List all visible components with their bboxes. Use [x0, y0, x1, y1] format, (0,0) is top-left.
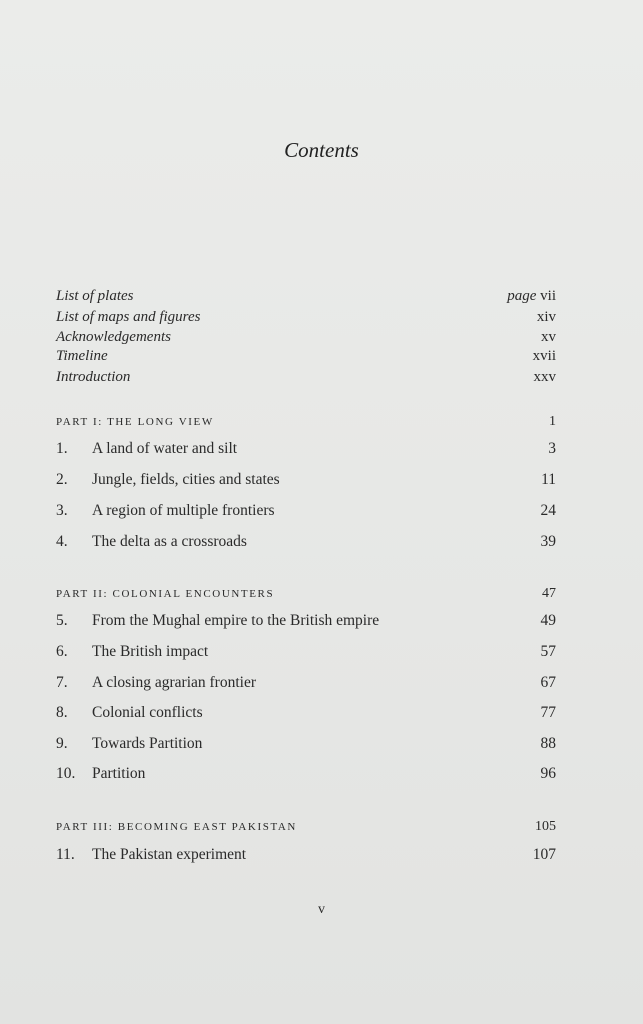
chapter-title: Towards Partition — [92, 735, 203, 752]
chapter-page: 77 — [540, 704, 556, 721]
entry-page: xv — [541, 329, 556, 345]
chapter-title: Jungle, fields, cities and states — [92, 471, 280, 488]
front-matter-entry — [56, 288, 556, 308]
chapter-page: 57 — [540, 643, 556, 660]
part-label: PART III: BECOMING EAST PAKISTAN — [56, 821, 297, 833]
chapter-page: 3 — [548, 440, 556, 457]
entry-label: Introduction — [56, 369, 131, 385]
chapter-entry — [56, 765, 556, 787]
entry-label: Timeline — [56, 348, 108, 364]
part-page: 105 — [535, 819, 556, 834]
chapter-entry — [56, 612, 556, 634]
part-heading — [56, 586, 556, 604]
chapter-entry — [56, 674, 556, 696]
chapter-entry — [56, 735, 556, 757]
chapter-entry — [56, 643, 556, 665]
chapter-title: The British impact — [92, 643, 209, 660]
chapter-entry — [56, 704, 556, 726]
front-matter-entry — [56, 329, 556, 349]
part-page: 1 — [549, 414, 556, 429]
chapter-entry — [56, 846, 556, 868]
entry-label: List of plates — [56, 288, 134, 304]
chapter-number: 7. — [56, 674, 68, 691]
part-page: 47 — [542, 586, 556, 601]
page-word: page — [507, 288, 537, 304]
entry-label: List of maps and figures — [56, 309, 201, 325]
chapter-number: 5. — [56, 612, 68, 629]
part-heading — [56, 819, 556, 837]
entry-page: xvii — [532, 348, 556, 364]
chapter-number: 4. — [56, 533, 68, 550]
chapter-title: A land of water and silt — [92, 440, 238, 457]
chapter-page: 67 — [540, 674, 556, 691]
chapter-title: Partition — [92, 765, 146, 782]
entry-page-wrap — [507, 288, 556, 305]
chapter-number: 1. — [56, 440, 68, 457]
front-matter-entry — [56, 309, 556, 329]
chapter-number: 8. — [56, 704, 68, 721]
page-folio: v — [318, 902, 325, 917]
chapter-entry — [56, 440, 556, 462]
front-matter-entry — [56, 348, 556, 368]
chapter-number: 11. — [56, 846, 75, 863]
chapter-page: 96 — [540, 765, 556, 782]
chapter-title: The delta as a crossroads — [92, 533, 247, 550]
chapter-title: The Pakistan experiment — [92, 846, 247, 863]
entry-label: Acknowledgements — [56, 329, 171, 345]
chapter-entry — [56, 533, 556, 555]
chapter-page: 39 — [540, 533, 556, 550]
chapter-page: 24 — [540, 502, 556, 519]
entry-page: xxv — [533, 369, 556, 385]
chapter-title: A region of multiple frontiers — [92, 502, 275, 519]
chapter-title: Colonial conflicts — [92, 704, 203, 721]
chapter-page: 88 — [540, 735, 556, 752]
chapter-page: 49 — [540, 612, 556, 629]
part-label: PART I: THE LONG VIEW — [56, 416, 214, 428]
front-matter-entry — [56, 369, 556, 389]
part-label: PART II: COLONIAL ENCOUNTERS — [56, 588, 275, 600]
chapter-number: 6. — [56, 643, 68, 660]
part-heading — [56, 414, 556, 432]
chapter-number: 3. — [56, 502, 68, 519]
chapter-number: 9. — [56, 735, 68, 752]
chapter-entry — [56, 471, 556, 493]
chapter-number: 10. — [56, 765, 76, 782]
contents-title: Contents — [284, 138, 359, 162]
entry-page: xiv — [536, 309, 556, 325]
entry-page: vii — [540, 288, 556, 304]
chapter-entry — [56, 502, 556, 524]
chapter-number: 2. — [56, 471, 68, 488]
chapter-page: 107 — [532, 846, 556, 863]
chapter-title: From the Mughal empire to the British empire — [92, 612, 380, 629]
chapter-page: 11 — [541, 471, 556, 488]
chapter-title: A closing agrarian frontier — [92, 674, 256, 691]
